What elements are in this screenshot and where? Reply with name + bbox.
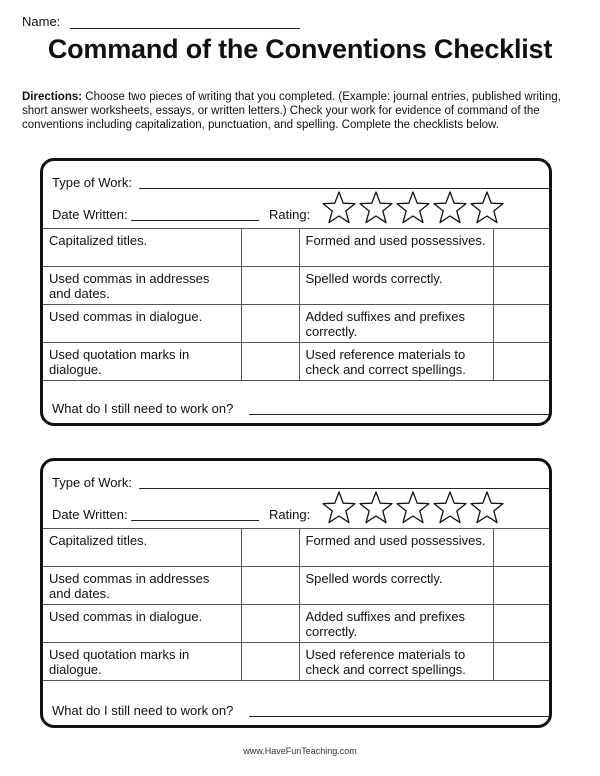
check-box[interactable] xyxy=(241,643,299,681)
table-row xyxy=(43,643,549,681)
check-box[interactable] xyxy=(493,643,549,681)
check-box[interactable] xyxy=(493,267,549,305)
check-box[interactable] xyxy=(241,605,299,643)
checklist-item: Added suffixes and prefixes correctly. xyxy=(299,605,493,643)
check-box[interactable] xyxy=(241,343,299,381)
check-box[interactable] xyxy=(241,305,299,343)
checklist-item: Used reference materials to check and correct spellings. xyxy=(299,643,493,681)
checklist-item: Capitalized titles. xyxy=(43,229,241,267)
type-of-work-line[interactable] xyxy=(139,188,549,189)
work-on-line[interactable] xyxy=(249,716,549,717)
table-row xyxy=(43,229,549,267)
star-icon[interactable] xyxy=(358,490,394,526)
checklist-item: Used quotation marks in dialogue. xyxy=(43,643,241,681)
check-box[interactable] xyxy=(241,267,299,305)
star-icon[interactable] xyxy=(469,490,505,526)
table-row xyxy=(43,305,549,343)
table-row xyxy=(43,605,549,643)
work-on-label: What do I still need to work on? xyxy=(52,401,234,416)
check-box[interactable] xyxy=(493,229,549,267)
checklist-item: Formed and used possessives. xyxy=(299,229,493,267)
star-icon[interactable] xyxy=(432,190,468,226)
check-box[interactable] xyxy=(241,229,299,267)
checklist-card-2 xyxy=(40,458,552,728)
star-icon[interactable] xyxy=(432,490,468,526)
table-row xyxy=(43,343,549,381)
checklist-item: Used commas in addresses and dates. xyxy=(43,267,241,305)
directions-text: Choose two pieces of writing that you completed. (Example: journal entries, published writing, short answer worksheets, essays, or written letters.) Check your work for evidence of command of the conventions including capitalization, punctuation, and spelling. Complete the checklists below. xyxy=(22,91,561,131)
type-of-work-label: Type of Work: xyxy=(52,475,132,490)
check-box[interactable] xyxy=(493,567,549,605)
star-icon[interactable] xyxy=(321,490,357,526)
checklist-item: Used commas in dialogue. xyxy=(43,305,241,343)
checklist-card-1 xyxy=(40,158,552,426)
directions-label: Directions: xyxy=(22,91,83,103)
checklist-item: Added suffixes and prefixes correctly. xyxy=(299,305,493,343)
rating-label: Rating: xyxy=(269,507,311,522)
work-on-label: What do I still need to work on? xyxy=(52,703,234,718)
checklist-item: Spelled words correctly. xyxy=(299,267,493,305)
name-label: Name: xyxy=(22,14,61,29)
star-icon[interactable] xyxy=(395,490,431,526)
checklist-item: Used quotation marks in dialogue. xyxy=(43,343,241,381)
rating-stars xyxy=(321,490,505,526)
name-line[interactable] xyxy=(70,28,300,29)
table-row xyxy=(43,267,549,305)
page-title: Command of the Conventions Checklist xyxy=(47,34,553,64)
checklist-item: Used reference materials to check and correct spellings. xyxy=(299,343,493,381)
checklist-item: Capitalized titles. xyxy=(43,529,241,567)
checklist-item: Spelled words correctly. xyxy=(299,567,493,605)
table-row xyxy=(43,567,549,605)
type-of-work-label: Type of Work: xyxy=(52,175,132,190)
star-icon[interactable] xyxy=(469,190,505,226)
date-written-label: Date Written: xyxy=(52,207,128,222)
check-box[interactable] xyxy=(241,529,299,567)
date-written-line[interactable] xyxy=(131,520,259,521)
checklist-item: Formed and used possessives. xyxy=(299,529,493,567)
check-box[interactable] xyxy=(493,305,549,343)
checklist-item: Used commas in dialogue. xyxy=(43,605,241,643)
checklist-item: Used commas in addresses and dates. xyxy=(43,567,241,605)
directions xyxy=(22,90,578,132)
date-written-label: Date Written: xyxy=(52,507,128,522)
work-on-line[interactable] xyxy=(249,414,549,415)
star-icon[interactable] xyxy=(321,190,357,226)
footer-url: www.HaveFunTeaching.com xyxy=(243,746,357,756)
star-icon[interactable] xyxy=(395,190,431,226)
check-box[interactable] xyxy=(493,343,549,381)
date-written-line[interactable] xyxy=(131,220,259,221)
rating-stars xyxy=(321,190,505,226)
checklist-table xyxy=(43,528,549,681)
table-row xyxy=(43,529,549,567)
check-box[interactable] xyxy=(493,529,549,567)
star-icon[interactable] xyxy=(358,190,394,226)
rating-label: Rating: xyxy=(269,207,311,222)
check-box[interactable] xyxy=(241,567,299,605)
checklist-table xyxy=(43,228,549,381)
type-of-work-line[interactable] xyxy=(139,488,549,489)
check-box[interactable] xyxy=(493,605,549,643)
